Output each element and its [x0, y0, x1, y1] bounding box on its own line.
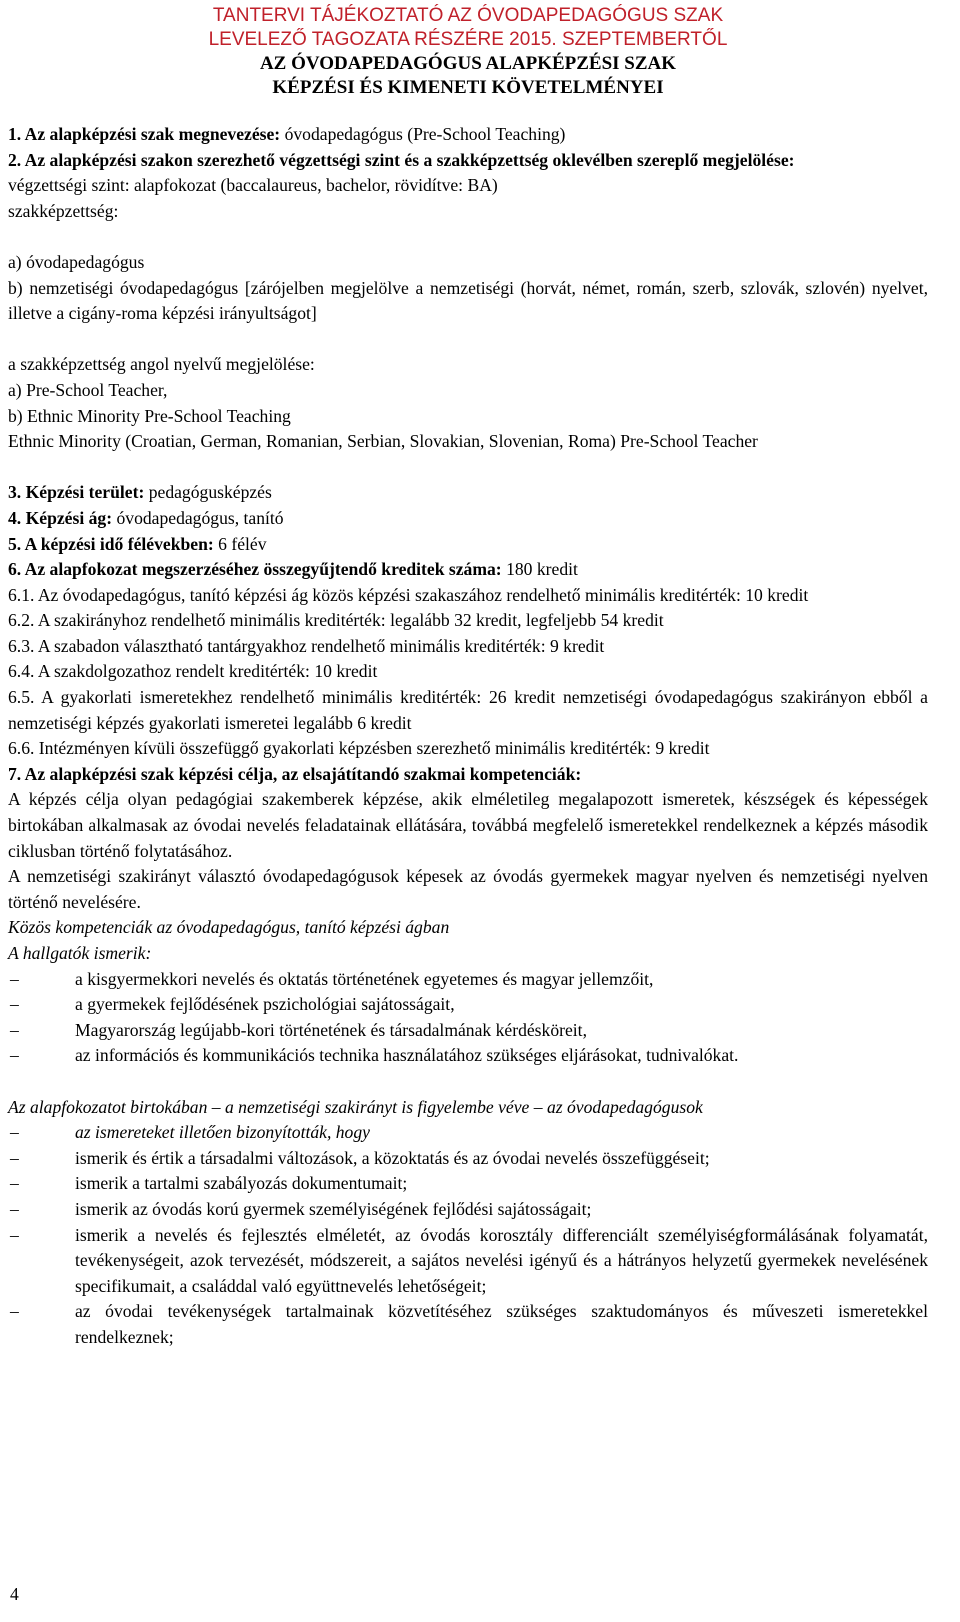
section-6-label: 6. Az alapfokozat megszerzéséhez összegyűjtendő kreditek száma: [8, 559, 502, 580]
section-6-1: 6.1. Az óvodapedagógus, tanító képzési ág közös képzési szakaszához rendelhető minimális kreditérték: 10 kredit [8, 584, 809, 605]
section-5-value: 6 félév [213, 533, 267, 554]
section-1-value: óvodapedagógus (Pre-School Teaching) [280, 124, 566, 144]
section-2-english-c: Ethnic Minority (Croatian, German, Romanian, Serbian, Slovakian, Slovenian, Roma) Pre-School Teacher [8, 431, 758, 452]
list-item: – ismerik a tartalmi szabályozás dokumentumait; [8, 1171, 928, 1197]
page-number: 4 [10, 1584, 19, 1604]
dash-bullet: – [10, 1147, 19, 1168]
section-2-english-title: a szakképzettség angol nyelvű megjelölése: [8, 354, 315, 375]
section-4-value: óvodapedagógus, tanító [112, 507, 284, 528]
section-6-2: 6.2. A szakirányhoz rendelhető minimális kreditérték: legalább 32 kredit, legfeljebb 54 kredit [8, 610, 664, 631]
section-6-value: 180 kredit [501, 559, 578, 580]
document-header [8, 4, 928, 100]
dash-bullet: – [10, 994, 19, 1015]
competencies-title: Közös kompetenciák az óvodapedagógus, tanító képzési ágban [8, 917, 450, 938]
section-2-english-a: a) Pre-School Teacher, [8, 379, 168, 400]
header-line-3: AZ ÓVODAPEDAGÓGUS ALAPKÉPZÉSI SZAK [259, 53, 677, 74]
dash-bullet: – [10, 968, 19, 989]
section-2-qualification: szakképzettség: [8, 200, 119, 221]
list-item: – ismerik az óvodás korú gyermek személyiségének fejlődési sajátosságait; [8, 1197, 928, 1223]
section-6-5: 6.5. A gyakorlati ismeretekhez rendelhető minimális kreditérték: 26 kredit nemzetiségi óvodapedagógus szakirányon ebből a nemzetiségi képzés gyakorlati ismeretei legalább 6 kredit [8, 687, 928, 733]
section-2-label: 2. Az alapképzési szakon szerezhető végzettségi szint és a szakképzettség oklevélben szereplő megjelölése: [8, 149, 795, 170]
section-5 [8, 532, 928, 558]
list-item: – a kisgyermekkori nevelés és oktatás történetének egyetemes és magyar jellemzőit, [8, 967, 928, 993]
header-line-1: TANTERVI TÁJÉKOZTATÓ AZ ÓVODAPEDAGÓGUS SZAK [212, 5, 724, 26]
list-item: – Magyarország legújabb-kori történetének és társadalmának kérdésköreit, [8, 1018, 928, 1044]
graduates-title: Az alapfokozatot birtokában – a nemzetiségi szakirányt is figyelembe véve – az óvodapedagógusok [8, 1096, 703, 1117]
section-6-6: 6.6. Intézményen kívüli összefüggő gyakorlati képzésben szerezhető minimális kreditérték: 9 kredit [8, 738, 710, 759]
dash-bullet: – [10, 1224, 19, 1245]
section-7-paragraph-1: A képzés célja olyan pedagógiai szakemberek képzése, akik elméletileg megalapozott ismeretek, készségek és képességek birtokában alkalmasak az óvodai nevelés feladatainak ellátására, továbbá megfelelő ismeretekkel rendelkeznek a képzés második ciklusban történő folytatásához. [8, 789, 928, 861]
section-6-3: 6.3. A szabadon választható tantárgyakhoz rendelhető minimális kreditérték: 9 kredit [8, 635, 605, 656]
section-2-option-a: a) óvodapedagógus [8, 251, 145, 272]
dash-bullet: – [10, 1198, 19, 1219]
dash-bullet: – [10, 1045, 19, 1066]
header-line-4: KÉPZÉSI ÉS KIMENETI KÖVETELMÉNYEI [272, 77, 664, 98]
section-7-paragraph-2: A nemzetiségi szakirányt választó óvodapedagógusok képesek az óvodás gyermekek magyar nyelven és nemzetiségi nyelven történő nevelésére. [8, 866, 928, 912]
section-5-label: 5. A képzési idő félévekben: [8, 533, 214, 554]
knowledge-title: A hallgatók ismerik: [8, 943, 152, 963]
section-1 [8, 122, 928, 148]
section-2-english-b: b) Ethnic Minority Pre-School Teaching [8, 405, 291, 426]
section-6-4: 6.4. A szakdolgozathoz rendelt kreditérték: 10 kredit [8, 661, 378, 682]
section-4 [8, 506, 928, 532]
section-3 [8, 480, 928, 506]
dash-bullet: – [10, 1019, 19, 1040]
section-2-level: végzettségi szint: alapfokozat (baccalaureus, bachelor, rövidítve: BA) [8, 175, 498, 196]
section-3-value: pedagógusképzés [144, 482, 272, 503]
header-line-2: LEVELEZŐ TAGOZATA RÉSZÉRE 2015. SZEPTEMBERTŐL [208, 29, 728, 50]
graduates-list [8, 1120, 928, 1350]
document-page [8, 0, 928, 1351]
dash-bullet: – [10, 1173, 19, 1194]
dash-bullet: – [10, 1122, 19, 1143]
list-item: – az információs és kommunikációs technika használatához szükséges eljárásokat, tudnivalókat. [8, 1043, 928, 1069]
list-item: – ismerik a nevelés és fejlesztés elméletét, az óvodás korosztály differenciált személyiségformálásának folyamatát, tevékenységeit, azok tervezését, módszereit, a sajátos nevelési igényű és a hátrányos helyzetű gyermekek nevelésének specifikumait, a családdal való együttnevelés lehetőségeit; [10, 1224, 928, 1296]
section-1-label: 1. Az alapképzési szak megnevezése: [8, 124, 281, 144]
list-item: – az ismereteket illetően bizonyították, hogy [8, 1120, 928, 1146]
section-4-label: 4. Képzési ág: [8, 507, 113, 528]
section-7-label: 7. Az alapképzési szak képzési célja, az elsajátítandó szakmai kompetenciák: [8, 763, 582, 784]
dash-bullet: – [10, 1301, 19, 1322]
list-item: – a gyermekek fejlődésének pszichológiai sajátosságait, [8, 992, 928, 1018]
section-2-option-b: b) nemzetiségi óvodapedagógus [zárójelben megjelölve a nemzetiségi (horvát, német, román, szerb, szlovák, szlovén) nyelvet, illetve a cigány-roma képzési irányultságot] [8, 277, 928, 324]
list-item: – ismerik és értik a társadalmi változások, a közoktatás és az óvodai nevelés összefüggéseit; [8, 1146, 928, 1172]
knowledge-list [8, 967, 928, 1069]
list-item: – az óvodai tevékenységek tartalmainak közvetítéséhez szükséges szaktudományos és műveszeti ismeretekkel rendelkeznek; [10, 1301, 928, 1347]
section-6 [8, 557, 928, 583]
section-3-label: 3. Képzési terület: [8, 482, 145, 503]
